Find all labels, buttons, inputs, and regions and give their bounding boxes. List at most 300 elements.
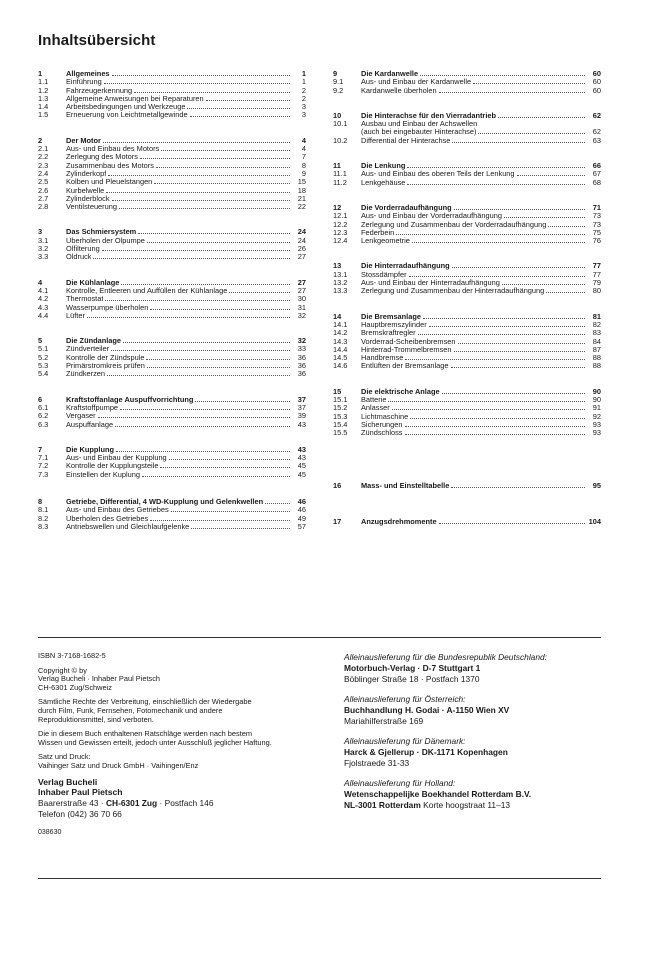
toc-number: 6.3: [38, 419, 49, 429]
toc-chapter: [333, 262, 601, 270]
toc-page: 62: [592, 127, 601, 137]
toc-label: Die Lenkung: [361, 162, 406, 171]
toc-label: Die Hinterachse für den Vierradantrieb: [361, 111, 496, 120]
toc-leader: [104, 83, 290, 84]
toc-number: 4.2: [38, 294, 49, 304]
toc-page: 60: [592, 69, 601, 78]
toc-page: 43: [297, 453, 306, 463]
toc-page: 22: [297, 202, 306, 212]
toc-leader: [156, 167, 290, 168]
toc-leader: [229, 292, 290, 293]
toc-entry: [38, 295, 306, 303]
print-line: Satz und Druck:: [38, 752, 91, 762]
toc-number: 17: [333, 516, 342, 526]
toc-number: 3.1: [38, 235, 49, 245]
toc-page: 90: [592, 386, 601, 396]
toc-leader: [106, 192, 290, 193]
toc-leader: [98, 417, 290, 418]
toc-chapter: [38, 279, 306, 287]
toc-label: Allgemeine Anweisungen bei Reparaturen: [66, 94, 204, 103]
toc-page: 88: [592, 361, 601, 371]
isbn: ISBN 3-7168-1682-5: [38, 651, 106, 660]
toc-entry: [38, 362, 306, 370]
toc-label: Zündschloss: [361, 429, 403, 438]
toc-label: Überholen der Ölpumpe: [66, 236, 145, 245]
toc-chapter: [38, 70, 306, 78]
toc-label: Federbein: [361, 228, 395, 237]
toc-leader: [206, 100, 290, 101]
toc-page: 27: [297, 285, 306, 295]
toc-chapter: [333, 518, 601, 526]
toc-number: 1.1: [38, 77, 49, 87]
toc-chapter: [333, 388, 601, 396]
toc-number: 15: [333, 386, 342, 396]
toc-section: [38, 137, 306, 212]
toc-entry: [333, 170, 601, 178]
toc-label: Anzugsdrehmomente: [361, 517, 437, 526]
copyright-line: Verlag Bucheli · Inhaber Paul Pietsch: [38, 674, 161, 684]
toc-number: 6: [38, 394, 43, 404]
toc-leader: [405, 434, 586, 435]
toc-label: Batterie: [361, 396, 387, 405]
toc-label: Aus- und Einbau der Vorderradaufhängung: [361, 212, 502, 221]
toc-chapter: [333, 162, 601, 170]
toc-number: 5.4: [38, 369, 49, 379]
toc-chapter: [333, 482, 601, 490]
toc-number: 5.1: [38, 344, 49, 354]
toc-leader: [546, 292, 585, 293]
distribution-nl: [344, 778, 606, 811]
toc-number: 15.2: [333, 403, 348, 413]
toc-leader: [116, 451, 290, 452]
page-title: Inhaltsübersicht: [38, 32, 156, 49]
toc-entry: [38, 515, 306, 523]
toc-leader: [190, 116, 290, 117]
toc-page: 2: [301, 85, 306, 95]
toc-page: 67: [592, 169, 601, 179]
toc-leader: [458, 343, 586, 344]
toc-page: 43: [297, 419, 306, 429]
toc-chapter: [333, 313, 601, 321]
toc-label: Die Hinterradaufhängung: [361, 262, 450, 271]
distribution-intro: Alleinauslieferung für Österreich:: [344, 694, 466, 704]
toc-page: 1: [301, 69, 306, 78]
toc-page: 7: [301, 152, 306, 162]
toc-entry: [38, 153, 306, 161]
distribution-list: [344, 652, 606, 820]
toc-page: 2: [301, 93, 306, 103]
toc-leader: [423, 318, 585, 319]
toc-leader: [454, 351, 586, 352]
toc-number: 4.1: [38, 285, 49, 295]
toc-page: 63: [592, 135, 601, 145]
toc-leader: [147, 242, 290, 243]
toc-section: [333, 388, 601, 438]
toc-page: 8: [301, 160, 306, 170]
toc-entry: [333, 279, 601, 287]
toc-leader: [111, 350, 290, 351]
toc-label: Kontrolle der Kupplungsteile: [66, 462, 159, 471]
address-street: Baarerstraße 43 ·: [38, 797, 106, 808]
toc-section: [38, 446, 306, 479]
toc-leader: [146, 359, 290, 360]
toc-chapter: [38, 137, 306, 145]
toc-entry: [333, 329, 601, 337]
toc-label: Überholen des Getriebes: [66, 514, 149, 523]
disclaimer-line: Wissen und Gewissen erteilt, jedoch unter Ausschluß jeglicher Haftung.: [38, 737, 272, 747]
toc-leader: [517, 175, 585, 176]
toc-label: Lenkgeometrie: [361, 237, 410, 246]
toc-number: 6.2: [38, 411, 49, 421]
toc-left-column: [38, 70, 306, 531]
toc-section: [38, 396, 306, 429]
distribution-intro: Alleinauslieferung für die Bundesrepublik Deutschland:: [344, 652, 547, 662]
toc-page: 1: [301, 77, 306, 87]
toc-entry: [333, 429, 601, 437]
rights-notice: [38, 698, 308, 724]
toc-page: 26: [297, 244, 306, 254]
toc-label: Auspuffanlage: [66, 420, 114, 429]
toc-leader: [112, 200, 290, 201]
toc-entry: [333, 137, 601, 145]
toc-entry: [38, 506, 306, 514]
toc-label: Arbeitsbedingungen und Werkzeuge: [66, 103, 186, 112]
toc-chapter: [38, 498, 306, 506]
toc-label: Hauptbremszylinder: [361, 320, 427, 329]
toc-label: Die elektrische Anlage: [361, 387, 440, 396]
toc-label: Fahrzeugerkennung: [66, 86, 133, 95]
toc-entry: [38, 195, 306, 203]
toc-section: [38, 228, 306, 261]
rights-line: durch Film, Funk, Fernsehen, Fotomechanik und andere: [38, 705, 223, 715]
toc-leader: [93, 258, 290, 259]
toc-section: [333, 162, 601, 187]
toc-number: 7.3: [38, 469, 49, 479]
toc-entry: [333, 120, 601, 128]
toc-number: 1.5: [38, 110, 49, 120]
toc-page: 104: [588, 516, 601, 526]
toc-page: 27: [297, 252, 306, 262]
distribution-intro: Alleinauslieferung für Dänemark:: [344, 736, 466, 746]
toc-entry: [333, 396, 601, 404]
toc-entry: [38, 78, 306, 86]
toc-leader: [407, 184, 585, 185]
toc-leader: [123, 342, 290, 343]
toc-leader: [105, 300, 290, 301]
toc-leader: [138, 233, 290, 234]
toc-page: 18: [297, 185, 306, 195]
disclaimer: [38, 730, 308, 747]
toc-entry: [38, 170, 306, 178]
toc-entry: [38, 145, 306, 153]
toc-leader: [407, 167, 585, 168]
toc-page: 9: [301, 168, 306, 178]
rights-line: Reproduktionsmittel, sind verboten.: [38, 714, 154, 724]
toc-page: 32: [297, 310, 306, 320]
toc-section: [38, 70, 306, 120]
toc-entry: [333, 179, 601, 187]
toc-entry: [38, 462, 306, 470]
toc-number: 14.6: [333, 361, 348, 371]
toc-label: Primärstromkreis prüfen: [66, 362, 145, 371]
toc-page: 73: [592, 219, 601, 229]
toc-section: [333, 204, 601, 245]
toc-page: 77: [592, 261, 601, 271]
toc-label: Zylinderblock: [66, 194, 110, 203]
toc-leader: [120, 409, 290, 410]
toc-number: 12.1: [333, 211, 348, 221]
toc-number: 3.2: [38, 244, 49, 254]
distribution-name: Motorbuch-Verlag · D-7 Stuttgart 1: [344, 663, 481, 673]
toc-label: Die Kühlanlage: [66, 278, 120, 287]
toc-page: 36: [297, 361, 306, 371]
toc-page: 21: [297, 193, 306, 203]
toc-number: 1: [38, 69, 43, 78]
rights-line: Sämtliche Rechte der Verbreitung, einschließlich der Wiedergabe: [38, 697, 252, 707]
toc-number: 2.6: [38, 185, 49, 195]
toc-label: Einstellen der Kuplung: [66, 470, 140, 479]
toc-number: 3: [38, 227, 43, 237]
toc-entry: [38, 187, 306, 195]
distribution-intro: Alleinauslieferung für Holland:: [344, 778, 456, 788]
toc-number: 2.3: [38, 160, 49, 170]
toc-number: 13.3: [333, 286, 348, 296]
toc-label: Zündkerzen: [66, 370, 106, 379]
toc-page: 62: [592, 110, 601, 120]
toc-page: 83: [592, 328, 601, 338]
toc-number: 12.4: [333, 236, 348, 246]
distribution-dk: [344, 736, 606, 769]
toc-page: 88: [592, 353, 601, 363]
toc-label: Bremskraftregler: [361, 329, 416, 338]
toc-entry: [333, 413, 601, 421]
toc-page: 87: [592, 344, 601, 354]
toc-number: 11: [333, 161, 341, 171]
toc-leader: [502, 284, 585, 285]
toc-page: 77: [592, 269, 601, 279]
toc-entry: [333, 362, 601, 370]
toc-label: Ölfilterung: [66, 245, 100, 254]
toc-entry: [38, 203, 306, 211]
address-pobox: · Postfach 146: [157, 797, 214, 808]
toc-entry: [38, 245, 306, 253]
toc-page: 82: [592, 319, 601, 329]
toc-label: Kraftstoffanlage Auspuffvorrichtung: [66, 395, 194, 404]
toc-leader: [405, 359, 585, 360]
toc-entry: [38, 523, 306, 531]
toc-label: Die Zündanlage: [66, 337, 122, 346]
toc-page: 80: [592, 286, 601, 296]
toc-page: 81: [592, 311, 601, 321]
toc-section: [333, 70, 601, 95]
toc-label: Die Kardanwelle: [361, 70, 419, 78]
copyright: [38, 667, 308, 693]
toc-label: Getriebe, Differential, 4 WD-Kupplung und Gelenkwellen: [66, 497, 264, 506]
toc-entry: [333, 321, 601, 329]
toc-label: Kontrolle, Entleeren und Auffüllen der Kühlanlage: [66, 286, 228, 295]
toc-leader: [119, 208, 290, 209]
toc-entry: [38, 178, 306, 186]
toc-number: 14.4: [333, 344, 348, 354]
toc-leader: [504, 217, 585, 218]
toc-number: 9: [333, 69, 338, 78]
toc-entry: [333, 237, 601, 245]
toc-entry: [38, 354, 306, 362]
toc-leader: [154, 183, 290, 184]
toc-chapter: [38, 446, 306, 454]
toc-leader: [195, 401, 290, 402]
distribution-name: Buchhandlung H. Godai · A-1150 Wien XV: [344, 705, 510, 715]
toc-label: Lenkgehäuse: [361, 178, 406, 187]
toc-number: 5.2: [38, 352, 49, 362]
toc-page: 90: [592, 395, 601, 405]
toc-leader: [392, 409, 585, 410]
toc-page: 33: [297, 344, 306, 354]
toc-label: Zylinderkopf: [66, 169, 107, 178]
toc-leader: [412, 242, 585, 243]
toc-leader: [420, 75, 585, 76]
toc-label: Die Vorderradaufhängung: [361, 203, 452, 212]
toc-number: 2.4: [38, 168, 49, 178]
toc-label: Einführung: [66, 78, 102, 87]
toc-entry: [38, 87, 306, 95]
toc-label: Aus- und Einbau des Motors: [66, 145, 160, 154]
toc-number: 1.3: [38, 93, 49, 103]
toc-entry: [38, 454, 306, 462]
toc-entry: [38, 421, 306, 429]
toc-label: Zündverteiler: [66, 345, 110, 354]
toc-number: 15.5: [333, 428, 348, 438]
toc-number: 2.7: [38, 193, 49, 203]
toc-page: 93: [592, 419, 601, 429]
toc-leader: [451, 487, 585, 488]
toc-page: 24: [297, 235, 306, 245]
publisher-phone: Telefon (042) 36 70 66: [38, 808, 122, 819]
toc-number: 13: [333, 261, 342, 271]
toc-leader: [161, 150, 290, 151]
toc-label: Kontrolle der Zündspule: [66, 353, 145, 362]
toc-entry: [38, 471, 306, 479]
toc-entry: [38, 162, 306, 170]
toc-number: 11.1: [333, 169, 347, 179]
toc-number: 14: [333, 311, 342, 321]
toc-label: Antriebswellen und Gleichlaufgelenke: [66, 522, 190, 531]
toc-number: 7.2: [38, 461, 49, 471]
toc-leader: [169, 459, 290, 460]
toc-number: 2.8: [38, 202, 49, 212]
toc-number: 6.1: [38, 402, 49, 412]
toc-number: 3.3: [38, 252, 49, 262]
distribution-de: [344, 652, 606, 685]
distribution-city: NL-3001 Rotterdam: [344, 800, 421, 810]
toc-leader: [87, 317, 290, 318]
toc-label: Zerlegung und Zusammenbau der Hinterradaufhängung: [361, 287, 545, 296]
toc-page: 43: [297, 444, 306, 454]
toc-leader: [150, 309, 290, 310]
publisher-name: Verlag Bucheli: [38, 776, 98, 787]
toc-entry: [333, 421, 601, 429]
toc-label: Zerlegung und Zusammenbau der Vorderradaufhängung: [361, 220, 547, 229]
toc-number: 2: [38, 135, 43, 145]
toc-entry: [38, 345, 306, 353]
toc-label: Öldruck: [66, 253, 92, 262]
distribution-name: Harck & Gjellerup · DK-1171 Kopenhagen: [344, 747, 508, 757]
toc-leader: [548, 226, 585, 227]
toc-entry: [333, 229, 601, 237]
toc-page: 37: [297, 402, 306, 412]
toc-section: [38, 279, 306, 320]
distribution-at: [344, 694, 606, 727]
distribution-name: Wetenschappelijke Boekhandel Rotterdam B.V.: [344, 789, 532, 799]
toc-leader: [107, 375, 290, 376]
toc-page: 32: [297, 336, 306, 346]
toc-entry: [38, 287, 306, 295]
toc-label: Hinterrad-Trommelbremsen: [361, 345, 452, 354]
toc-label: Ausbau und Einbau der Achswellen: [361, 120, 478, 129]
toc-label: Thermostat: [66, 295, 104, 304]
toc-label: Anlasser: [361, 404, 390, 413]
toc-number: 14.3: [333, 336, 348, 346]
distribution-address: Fjolstraede 31-33: [344, 758, 410, 768]
print-line: Vaihinger Satz und Druck GmbH · Vaihingen/Enz: [38, 760, 199, 770]
toc-page: 36: [297, 352, 306, 362]
toc-label: Der Motor: [66, 136, 101, 145]
toc-label: Mass- und Einstelltabelle: [361, 481, 450, 490]
distribution-address: Korte hoogstraat 11–13: [423, 800, 511, 810]
toc-label: Differential der Hinterachse: [361, 136, 451, 145]
distribution-address: Böblinger Straße 18 · Postfach 1370: [344, 674, 480, 684]
toc-leader: [140, 158, 290, 159]
toc-section: [38, 337, 306, 378]
toc-label: Lüfter: [66, 311, 85, 320]
toc-leader: [102, 250, 290, 251]
toc-number: 4: [38, 277, 43, 287]
toc-page: 3: [301, 110, 306, 120]
publisher-address: [38, 798, 308, 809]
toc-leader: [134, 92, 290, 93]
toc-number: 15.4: [333, 419, 348, 429]
toc-page: 68: [592, 177, 601, 187]
toc-leader: [396, 234, 585, 235]
toc-page: 39: [297, 411, 306, 421]
toc-leader: [108, 175, 290, 176]
toc-number: 11.2: [333, 177, 347, 187]
toc-number: 10.1: [333, 119, 348, 129]
toc-number: 12.3: [333, 227, 348, 237]
imprint: [38, 652, 308, 843]
toc-label: Sicherungen: [361, 420, 403, 429]
toc-entry: [333, 287, 601, 295]
address-city: CH-6301 Zug: [105, 797, 158, 808]
toc-page: 27: [297, 277, 306, 287]
toc-number: 13.2: [333, 278, 348, 288]
bottom-divider: [38, 878, 601, 879]
toc-label: Wasserpumpe überholen: [66, 303, 149, 312]
toc-number: 14.5: [333, 353, 348, 363]
toc-number: 8.1: [38, 505, 49, 515]
toc-leader: [451, 367, 585, 368]
distribution-address: Mariahilferstraße 169: [344, 716, 424, 726]
toc-page: 4: [301, 135, 306, 145]
toc-leader: [439, 92, 585, 93]
toc-leader: [418, 334, 585, 335]
toc-number: 4.3: [38, 302, 49, 312]
toc-number: 9.2: [333, 85, 344, 95]
toc-page: 31: [297, 302, 306, 312]
toc-page: 66: [592, 161, 601, 171]
toc-label: Allgemeines: [66, 70, 110, 78]
toc-entry: [38, 404, 306, 412]
